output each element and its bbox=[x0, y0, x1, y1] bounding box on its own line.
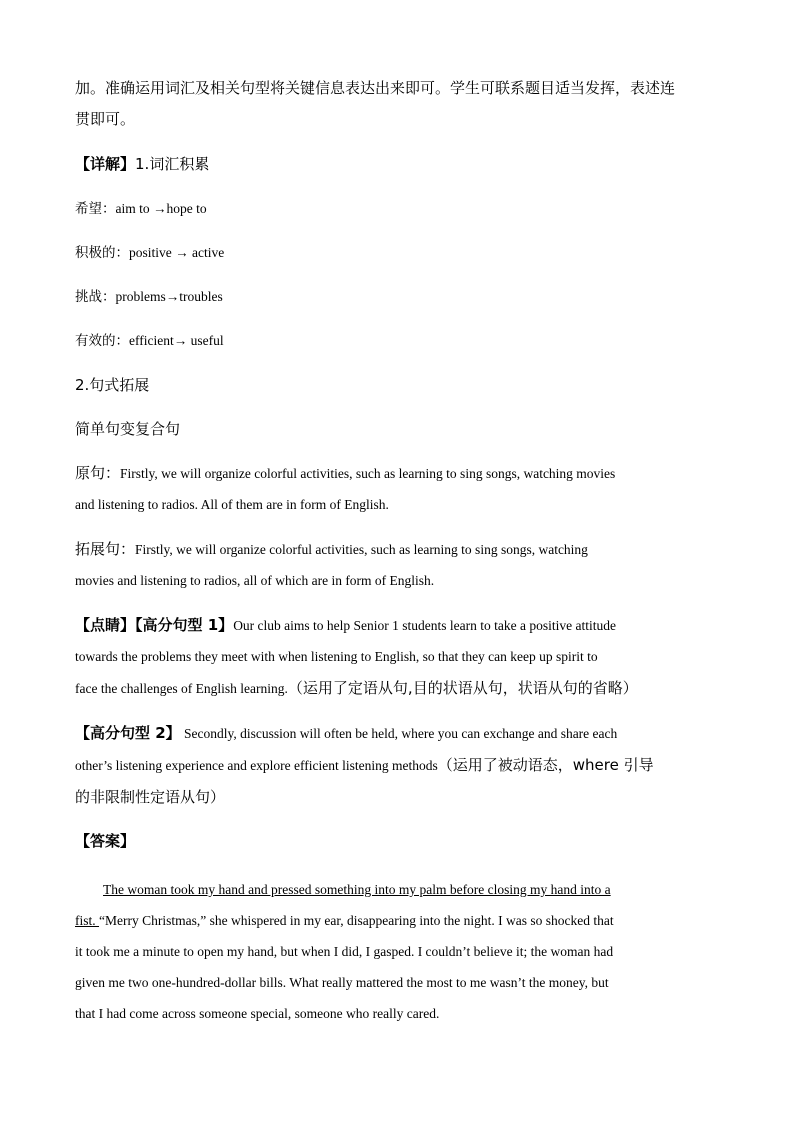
detail-heading-text: 1.词汇积累 bbox=[135, 155, 210, 173]
expanded-sentence-line-1 bbox=[75, 539, 720, 560]
pattern2-line-1 bbox=[75, 723, 720, 744]
document-page bbox=[75, 78, 720, 1024]
highlight-text: Our club aims to help Senior 1 students learn to take a positive attitude bbox=[233, 618, 616, 633]
intro-line-1: 加。准确运用词汇及相关句型将关键信息表达出来即可。学生可联系题目适当发挥，表述连 bbox=[75, 79, 676, 97]
expanded-text: Firstly, we will organize colorful activities, such as learning to sing songs, watching bbox=[135, 542, 588, 557]
original-sentence-line-1 bbox=[75, 463, 720, 484]
pattern1-bracket: 【高分句型 1】 bbox=[135, 616, 234, 634]
answer-line-5: that I had come across someone special, someone who really cared. bbox=[75, 1006, 440, 1021]
vocab-item: 积极的：positive → active bbox=[75, 245, 225, 260]
highlight-line-2: towards the problems they meet with when listening to English, so that they can keep up spirit to bbox=[75, 649, 598, 664]
original-text: Firstly, we will organize colorful activities, such as learning to sing songs, watching movies bbox=[120, 466, 616, 481]
answer-text: “Merry Christmas,” she whispered in my ear, disappearing into the night. I was so shocked that bbox=[99, 913, 614, 928]
original-sentence-line-2: and listening to radios. All of them are in form of English. bbox=[75, 497, 389, 512]
expanded-sentence-line-2: movies and listening to radios, all of which are in form of English. bbox=[75, 573, 435, 588]
highlight-note: （运用了定语从句,目的状语从句，状语从句的省略） bbox=[287, 679, 638, 697]
answer-line-2 bbox=[75, 911, 720, 931]
answer-line-4: given me two one-hundred-dollar bills. What really mattered the most to me wasn’t the money, but bbox=[75, 975, 609, 990]
pattern2-line-3: 的非限制性定语从句） bbox=[75, 788, 226, 806]
original-label: 原句： bbox=[75, 464, 121, 482]
vocab-item: 有效的：efficient→ useful bbox=[75, 333, 224, 348]
highlight-bracket: 【点睛】 bbox=[75, 616, 136, 634]
section2-title: 2.句式拓展 bbox=[75, 376, 150, 394]
expanded-label: 拓展句： bbox=[75, 540, 136, 558]
detail-bracket: 【详解】 bbox=[75, 155, 136, 173]
answer-line-3: it took me a minute to open my hand, but when I did, I gasped. I couldn’t believe it; the woman had bbox=[75, 944, 614, 959]
pattern2-bracket: 【高分句型 2】 bbox=[75, 724, 181, 742]
answer-underlined-text: The woman took my hand and pressed something into my palm before closing my hand into a bbox=[103, 882, 611, 897]
vocab-item: 挑战：problems→troubles bbox=[75, 289, 223, 304]
pattern2-text: Secondly, discussion will often be held, where you can exchange and share each bbox=[180, 726, 618, 741]
pattern2-line-2 bbox=[75, 755, 720, 776]
answer-heading: 【答案】 bbox=[75, 832, 136, 850]
highlight-text: face the challenges of English learning. bbox=[75, 681, 288, 696]
section2-subtitle: 简单句变复合句 bbox=[75, 420, 181, 438]
intro-line-2: 贯即可。 bbox=[75, 110, 136, 128]
answer-underlined-text: fist. bbox=[75, 913, 100, 928]
answer-line-1 bbox=[75, 880, 720, 900]
pattern2-note: （运用了被动语态，where 引导 bbox=[437, 756, 654, 774]
highlight-line-3 bbox=[75, 678, 720, 699]
detail-heading bbox=[75, 154, 720, 175]
pattern2-text: other’s listening experience and explore efficient listening methods bbox=[75, 758, 438, 773]
vocab-item: 希望：aim to →hope to bbox=[75, 201, 207, 216]
highlight-line-1 bbox=[75, 615, 720, 636]
